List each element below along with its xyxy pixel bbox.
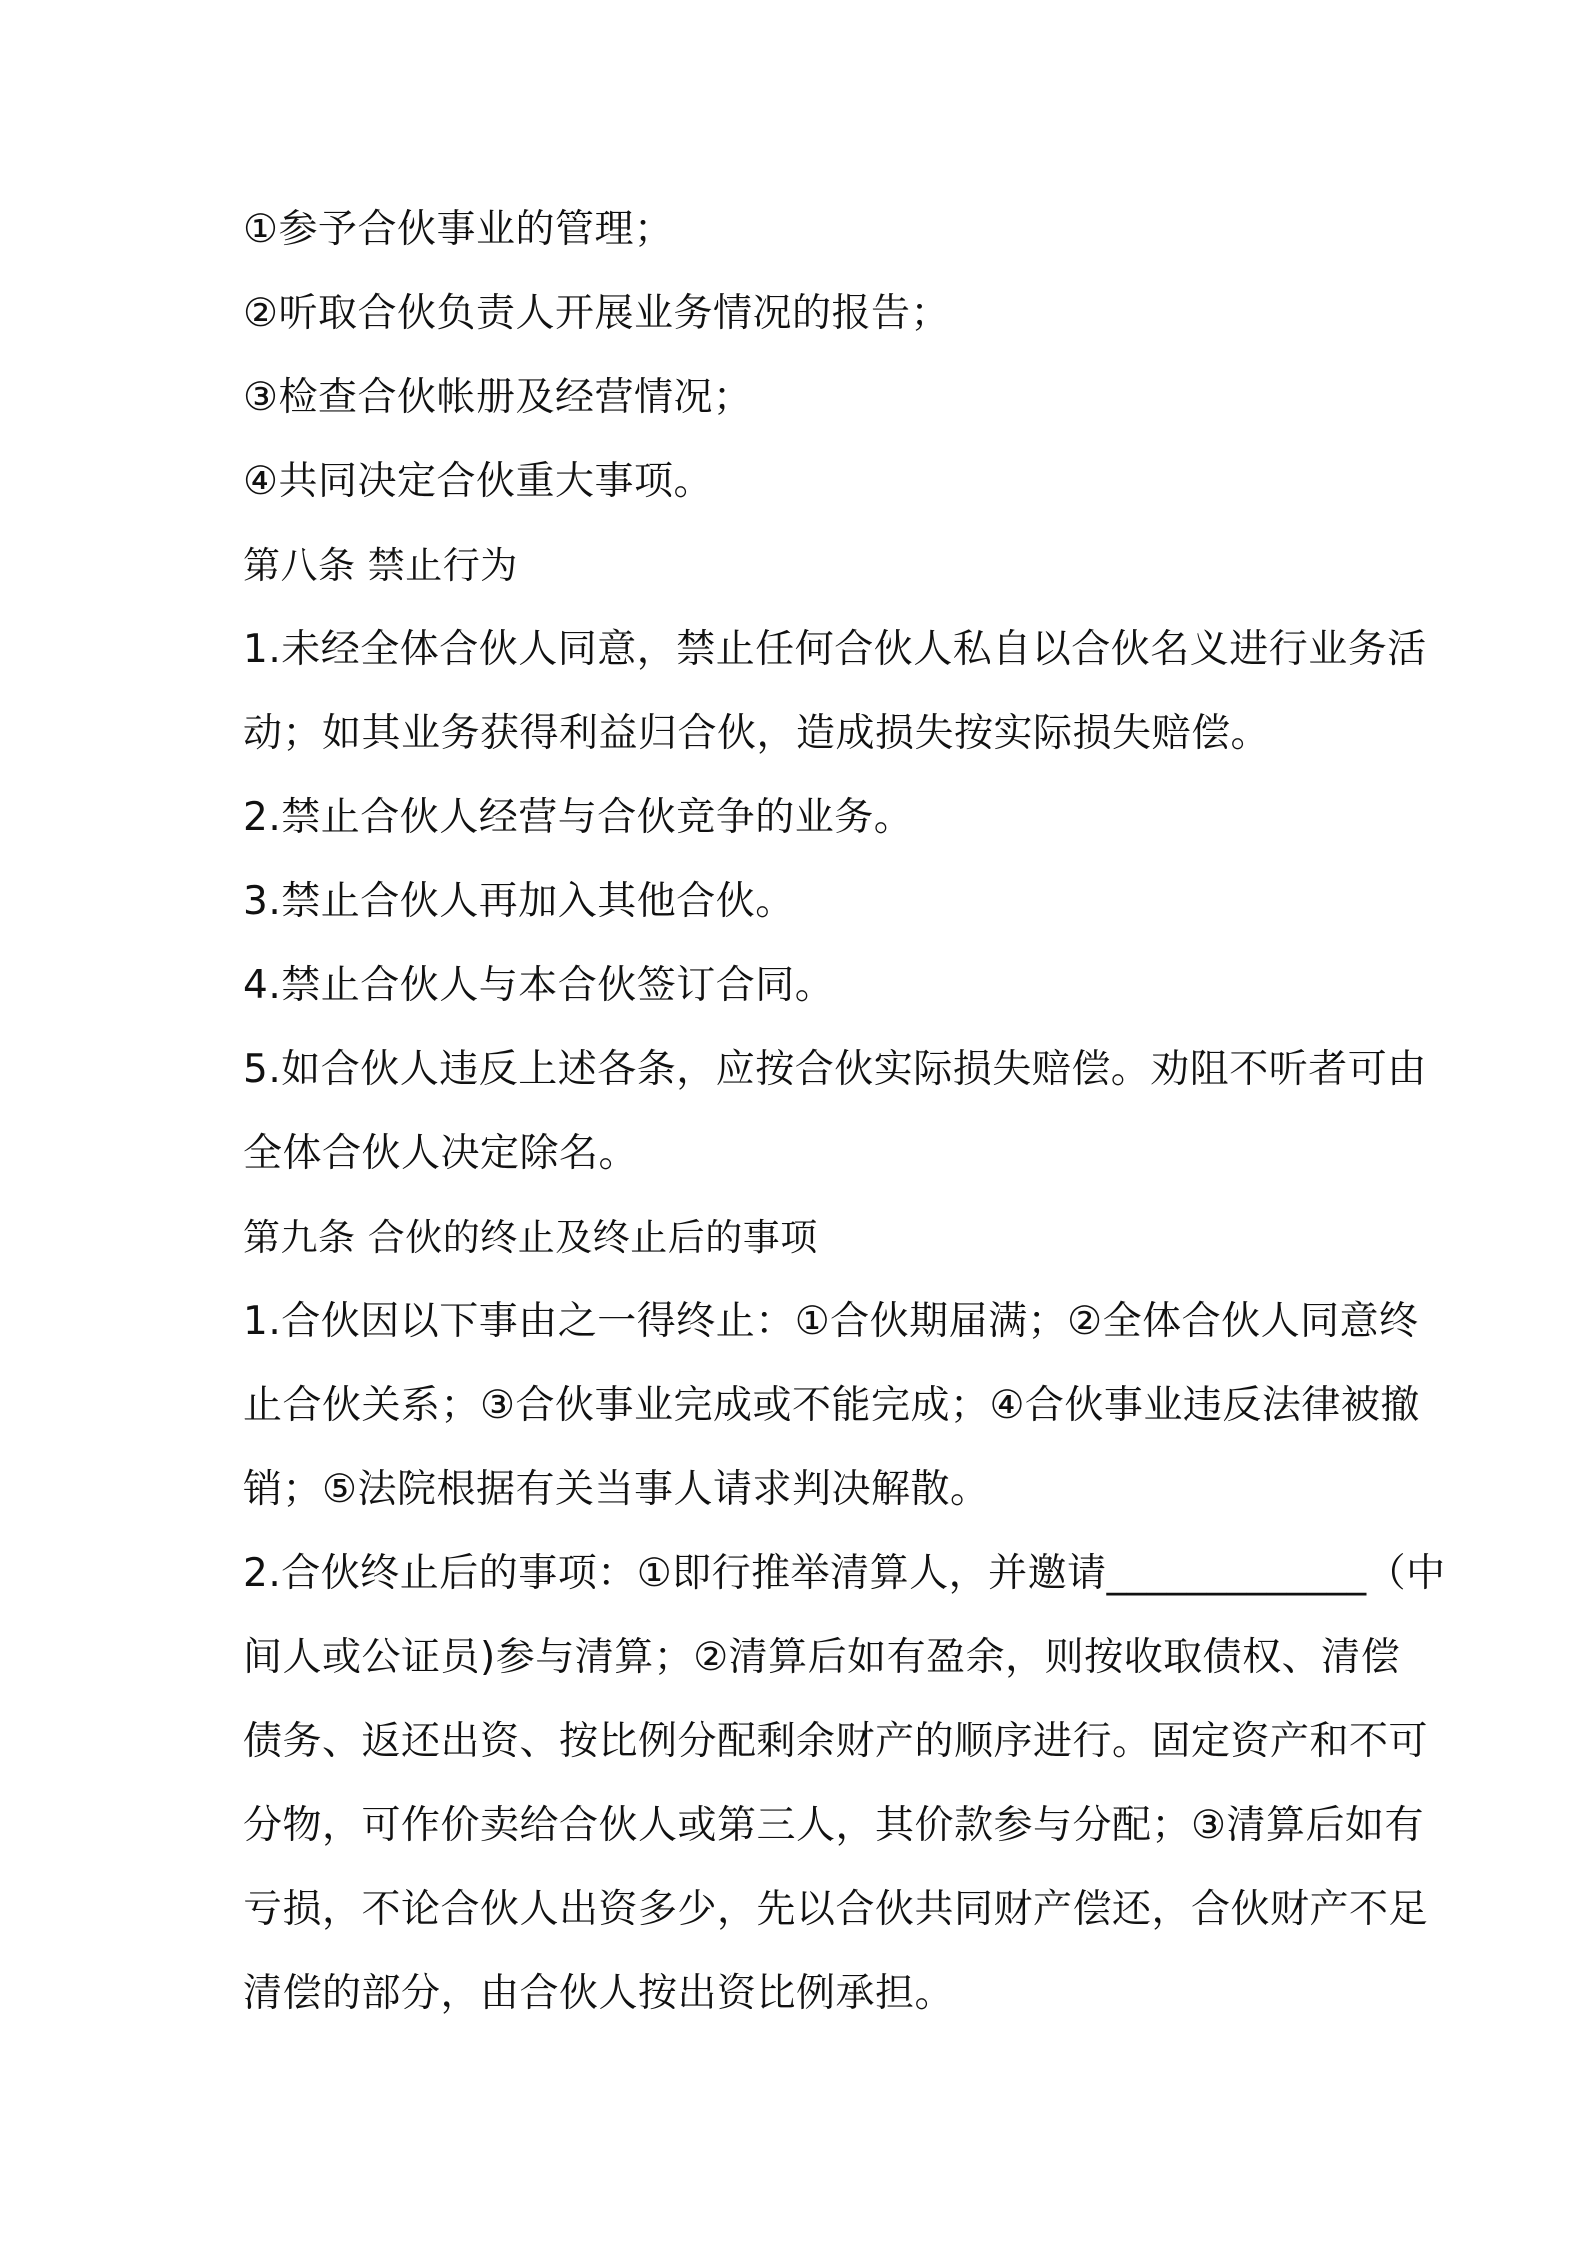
paragraph-line: 分物，可作价卖给合伙人或第三人，其价款参与分配；③清算后如有 [243, 1803, 1424, 1848]
list-item-1: ①参予合伙事业的管理； [243, 207, 674, 252]
list-item-2: ②听取合伙负责人开展业务情况的报告； [243, 291, 950, 336]
paragraph-line: 间人或公证员)参与清算；②清算后如有盈余，则按收取债权、清偿 [243, 1635, 1401, 1680]
paragraph-line: 止合伙关系；③合伙事业完成或不能完成；④合伙事业违反法律被撤 [243, 1383, 1420, 1428]
paragraph-line: 3.禁止合伙人再加入其他合伙。 [243, 879, 795, 924]
paragraph-line: 债务、返还出资、按比例分配剩余财产的顺序进行。固定资产和不可 [243, 1719, 1429, 1764]
paragraph-line: 2.合伙终止后的事项：①即行推举清算人，并邀请_____________（中 [243, 1551, 1446, 1596]
document-page [243, 188, 1446, 2036]
article-9-heading: 第九条 合伙的终止及终止后的事项 [243, 1216, 818, 1259]
paragraph-line: 4.禁止合伙人与本合伙签订合同。 [243, 963, 835, 1008]
paragraph-line: 1.未经全体合伙人同意，禁止任何合伙人私自以合伙名义进行业务活 [243, 627, 1427, 672]
paragraph-line: 清偿的部分，由合伙人按出资比例承担。 [243, 1971, 955, 2016]
paragraph-line: 销；⑤法院根据有关当事人请求判决解散。 [243, 1467, 990, 1512]
list-item-4: ④共同决定合伙重大事项。 [243, 459, 713, 504]
article-8-heading: 第八条 禁止行为 [243, 544, 518, 587]
paragraph-line: 动；如其业务获得利益归合伙，造成损失按实际损失赔偿。 [243, 711, 1271, 756]
paragraph-line: 5.如合伙人违反上述各条，应按合伙实际损失赔偿。劝阻不听者可由 [243, 1047, 1427, 1092]
paragraph-line: 亏损，不论合伙人出资多少，先以合伙共同财产偿还，合伙财产不足 [243, 1887, 1429, 1932]
paragraph-line: 1.合伙因以下事由之一得终止：①合伙期届满；②全体合伙人同意终 [243, 1299, 1419, 1344]
list-item-3: ③检查合伙帐册及经营情况； [243, 375, 753, 420]
paragraph-line: 2.禁止合伙人经营与合伙竞争的业务。 [243, 795, 914, 840]
paragraph-line: 全体合伙人决定除名。 [243, 1131, 639, 1176]
